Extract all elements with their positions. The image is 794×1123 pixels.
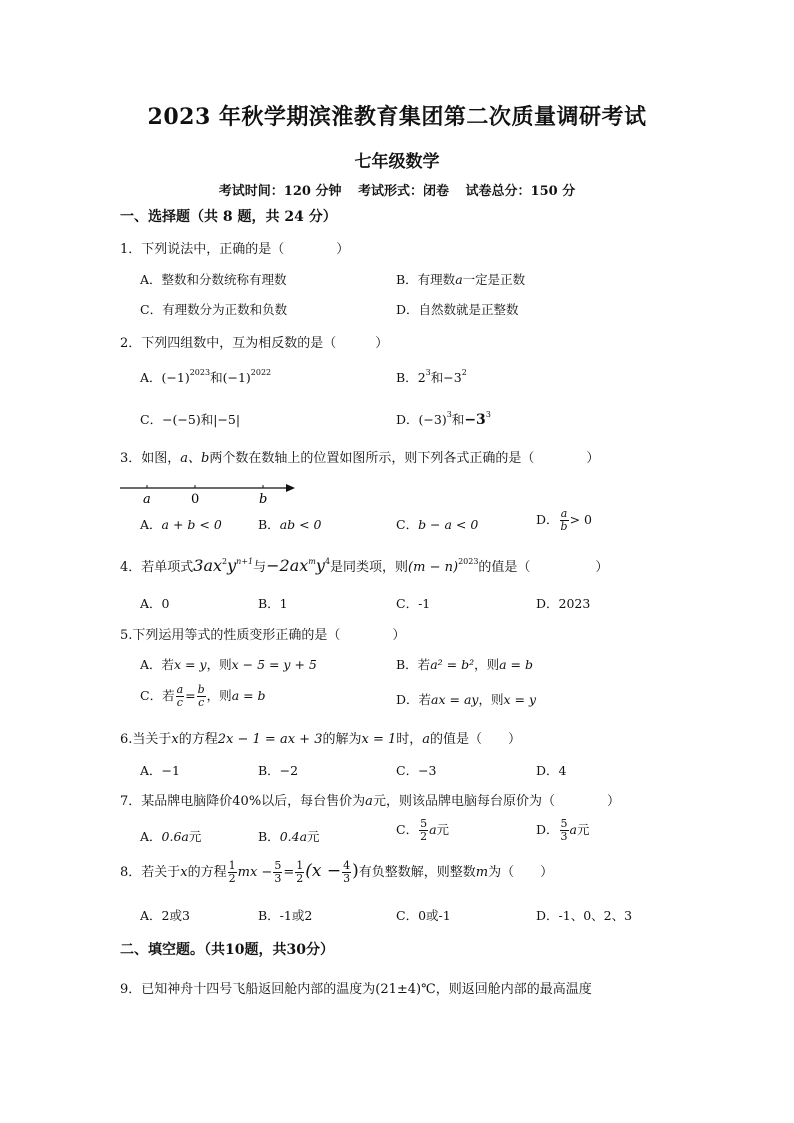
q8-f1-den: 2 (228, 872, 236, 885)
q6-option-c: C．−3 (396, 763, 437, 778)
q8-option-c: C．0或-1 (396, 908, 451, 923)
q5-a-mid: ，则 (206, 657, 232, 672)
q2-a-expr2: (−1) (222, 370, 251, 385)
q3-d-post: > 0 (569, 512, 592, 527)
q2-a-prefix: A． (140, 370, 162, 385)
q1-option-b (396, 270, 525, 288)
q2-b-prefix: B． (396, 370, 418, 385)
q3-c-prefix: C． (396, 517, 419, 532)
q4-post1: 是同类项，则 (330, 560, 409, 575)
q3-stem-prefix: 3．如图， (120, 451, 181, 466)
q5-d-e2: x = y (503, 692, 537, 707)
q2-d-base1: (−3) (418, 412, 447, 427)
q5-c-d1: c (176, 696, 183, 709)
q8-paren-open: (x − (305, 861, 342, 881)
q3-option-d (536, 508, 592, 533)
exam-title: 2023 年秋学期滨淮教育集团第二次质量调研考试 (147, 104, 647, 130)
q2-option-d (396, 410, 491, 428)
exam-total: 试卷总分：150 分 (465, 184, 576, 199)
q6-mid1: 的方程 (178, 732, 218, 747)
q2-option-c (140, 410, 240, 428)
q4-mid: 与 (253, 560, 267, 575)
q5-option-c (140, 684, 266, 709)
q5-a-e1: x = y (174, 657, 207, 672)
question-1-stem: 1．下列说法中，正确的是（ ） (120, 242, 350, 257)
q7-c-unit: 元 (436, 822, 450, 837)
q8-prefix: 8．若关于 (120, 865, 181, 880)
q5-c-d2: c (198, 696, 205, 709)
axis-label-zero: 0 (191, 492, 200, 507)
q6-option-d: D．4 (536, 763, 567, 778)
number-line-arrow (286, 484, 295, 492)
question-7-stem (120, 790, 620, 809)
q8-mx: mx − (237, 865, 273, 880)
question-9-stem (120, 978, 592, 997)
q7-d-den: 3 (560, 830, 568, 843)
q4-term2-yexp: 4 (324, 557, 331, 566)
q5-c-frac2 (197, 684, 206, 709)
q1-option-d: D．自然数就是正整数 (396, 302, 519, 317)
q1-option-b-var: a (455, 272, 463, 287)
q6-equation: 2x − 1 = ax + 3 (217, 732, 323, 747)
q7-d-var: a (569, 822, 577, 837)
section-choice-heading: 一、选择题（共 8 题，共 24 分） (120, 209, 337, 225)
q5-d-prefix: D．若 (396, 692, 432, 707)
q2-b-base2: −3 (443, 370, 462, 385)
q4-term2-y: y (315, 556, 325, 575)
q5-c-prefix: C．若 (140, 688, 175, 703)
q3-d-den: b (560, 520, 568, 533)
q8-option-d: D．-1、0、2、3 (536, 908, 633, 923)
q4-term1-y: y (227, 556, 237, 575)
q8-f3-den: 2 (296, 872, 304, 885)
q7-c-fraction (419, 818, 428, 843)
exam-form: 考试形式：闭卷 (357, 184, 449, 199)
q4-term1-exp: 2 (222, 557, 228, 566)
q9-post: ，则返回舱内部的最高温度 (435, 982, 592, 997)
q7-c-var: a (429, 822, 437, 837)
q3-option-b (258, 515, 322, 533)
q2-b-exp1: 3 (425, 368, 431, 377)
q2-c-mid: 和 (200, 412, 214, 427)
q4-term2: −2ax (266, 556, 309, 575)
q5-b-e1: a² = b² (430, 657, 475, 672)
q5-d-e1: ax = ay (431, 692, 479, 707)
q8-f2-den: 3 (274, 872, 282, 885)
q5-b-prefix: B．若 (396, 657, 431, 672)
q2-b-exp2: 2 (461, 368, 467, 377)
axis-label-b: b (259, 492, 268, 507)
q2-option-b (396, 368, 467, 386)
q6-solution: x = 1 (361, 732, 397, 747)
q8-mid1: 的方程 (187, 865, 227, 880)
q8-option-b: B．-1或2 (258, 908, 313, 923)
q1-option-b-tail: 一定是正数 (462, 272, 526, 287)
question-5-stem: 5.下列运用等式的性质变形正确的是（ ） (120, 628, 406, 643)
q7-option-b (258, 827, 320, 845)
q8-var2: m (475, 865, 489, 880)
q3-a-prefix: A． (140, 517, 162, 532)
q2-b-base1: 2 (417, 370, 426, 385)
q4-post2: 的值是（ ） (478, 560, 609, 575)
q4-option-c: C．-1 (396, 596, 431, 611)
q4-option-a: A．0 (140, 596, 170, 611)
q9-expr: (21±4)℃ (375, 982, 436, 997)
q4-prefix: 4．若单项式 (120, 560, 194, 575)
q5-option-a (140, 655, 317, 673)
q7-d-prefix: D． (536, 822, 559, 837)
q7-post: 元，则该品牌电脑每台原价为（ ） (372, 794, 620, 809)
q2-d-exp1: 3 (446, 410, 452, 419)
q7-c-num: 5 (420, 817, 428, 830)
q4-term2-exp: m (308, 557, 316, 566)
q5-a-prefix: A．若 (140, 657, 175, 672)
exam-subtitle: 七年级数学 (354, 152, 440, 172)
section-fill-heading: 二、填空题。（共10题，共30分） (120, 942, 334, 958)
q8-frac1 (228, 860, 237, 885)
q6-prefix: 6.当关于 (120, 732, 172, 747)
q5-d-mid: ，则 (478, 692, 504, 707)
q1-option-b-label: B．有理数 (396, 272, 456, 287)
q4-expr-exp: 2023 (458, 557, 479, 566)
q7-b-prefix: B． (258, 829, 280, 844)
q4-term1: 3ax (193, 556, 223, 575)
q6-option-b: B．−2 (258, 763, 299, 778)
q2-c-prefix: C． (140, 412, 163, 427)
q9-prefix: 9．已知神舟十四号飞船返回舱内部的温度为 (120, 982, 376, 997)
q2-c-expr: −(−5) (162, 412, 201, 427)
q2-a-expr1: (−1) (161, 370, 190, 385)
q8-frac2 (273, 860, 282, 885)
q6-option-a: A．−1 (140, 763, 180, 778)
q4-term1-yexp: n+1 (236, 557, 254, 566)
q3-a-expr: a + b < 0 (161, 517, 222, 532)
q8-paren-close: ) (352, 861, 359, 881)
q5-b-e2: a = b (499, 657, 533, 672)
q2-a-exp2: 2022 (250, 368, 272, 377)
q2-a-exp1: 2023 (189, 368, 211, 377)
q8-option-a: A．2或3 (140, 908, 190, 923)
q7-d-unit: 元 (576, 822, 590, 837)
q8-frac3 (295, 860, 304, 885)
q7-option-c (396, 818, 449, 843)
q5-c-frac1 (176, 684, 185, 709)
q8-f4-num: 4 (343, 859, 351, 872)
q1-option-a: A．整数和分数统称有理数 (140, 272, 287, 287)
q6-var2: a (422, 732, 431, 747)
q3-d-num: a (560, 507, 568, 520)
q8-f1-num: 1 (228, 859, 236, 872)
q2-d-exp2: 3 (485, 410, 491, 419)
q3-option-c (396, 515, 478, 533)
q4-option-b: B．1 (258, 596, 288, 611)
axis-label-a: a (143, 492, 151, 507)
q5-b-mid: ，则 (474, 657, 500, 672)
q3-b-expr: ab < 0 (279, 517, 322, 532)
q7-b-unit: 元 (307, 829, 320, 844)
question-6-stem (120, 728, 521, 747)
q5-c-eq: = (185, 688, 196, 703)
q8-f2-num: 5 (274, 859, 282, 872)
q3-stem-vars: a、b (180, 451, 210, 466)
q2-c-expr2: |−5| (213, 412, 241, 427)
question-8-stem (120, 860, 553, 885)
q7-prefix: 7．某品牌电脑降价40%以后，每台售价为 (120, 794, 366, 809)
q2-d-prefix: D． (396, 412, 419, 427)
q5-option-d (396, 690, 536, 708)
q8-f3-num: 1 (296, 859, 304, 872)
q6-var: x (171, 732, 179, 747)
q2-d-mid: 和 (451, 412, 465, 427)
q7-a-unit: 元 (188, 829, 202, 844)
q6-mid2: 的解为 (322, 732, 362, 747)
q6-post: 的值是（ ） (430, 732, 522, 747)
number-line-figure (120, 478, 300, 508)
q2-option-a (140, 368, 271, 386)
q7-c-den: 2 (420, 830, 428, 843)
q3-c-expr: b − a < 0 (418, 517, 479, 532)
q5-c-e2: a = b (231, 688, 266, 703)
q7-b-value: 0.4a (279, 829, 308, 844)
q8-post2: 为（ ） (488, 865, 554, 880)
q8-f4-den: 3 (343, 872, 351, 885)
q7-option-a (140, 827, 201, 845)
q5-a-e2: x − 5 = y + 5 (231, 657, 317, 672)
question-2-stem: 2．下列四组数中，互为相反数的是（ ） (120, 336, 389, 351)
q6-mid3: 时， (396, 732, 423, 747)
exam-time: 考试时间：120 分钟 (218, 184, 342, 199)
q2-a-mid: 和 (210, 370, 223, 385)
q1-option-c: C．有理数分为正数和负数 (140, 302, 288, 317)
q3-d-fraction (560, 508, 569, 533)
q2-b-mid: 和 (430, 370, 444, 385)
q8-var: x (180, 865, 188, 880)
exam-info (0, 180, 794, 199)
q5-c-mid: ，则 (206, 688, 232, 703)
q3-option-a (140, 515, 222, 533)
q7-var: a (365, 794, 373, 809)
q8-frac4 (342, 860, 351, 885)
q4-expr: (m − n) (408, 560, 459, 575)
q7-c-prefix: C． (396, 822, 419, 837)
q7-d-fraction (560, 818, 569, 843)
question-3-stem (120, 447, 599, 466)
q5-option-b (396, 655, 533, 673)
q7-d-num: 5 (560, 817, 568, 830)
q7-a-value: 0.6a (161, 829, 189, 844)
q8-post: 有负整数解，则整数 (358, 865, 476, 880)
q3-stem-post: 两个数在数轴上的位置如图所示，则下列各式正确的是（ ） (209, 451, 600, 466)
q7-option-d (536, 818, 590, 843)
q3-b-prefix: B． (258, 517, 280, 532)
q2-d-base2: −3 (464, 412, 486, 428)
q3-d-prefix: D． (536, 512, 559, 527)
q5-c-n1: a (176, 683, 184, 696)
q8-eq: = (283, 865, 295, 880)
q7-a-prefix: A． (140, 829, 162, 844)
question-4-stem (120, 556, 608, 575)
q4-option-d: D．2023 (536, 596, 591, 611)
q5-c-n2: b (197, 683, 205, 696)
